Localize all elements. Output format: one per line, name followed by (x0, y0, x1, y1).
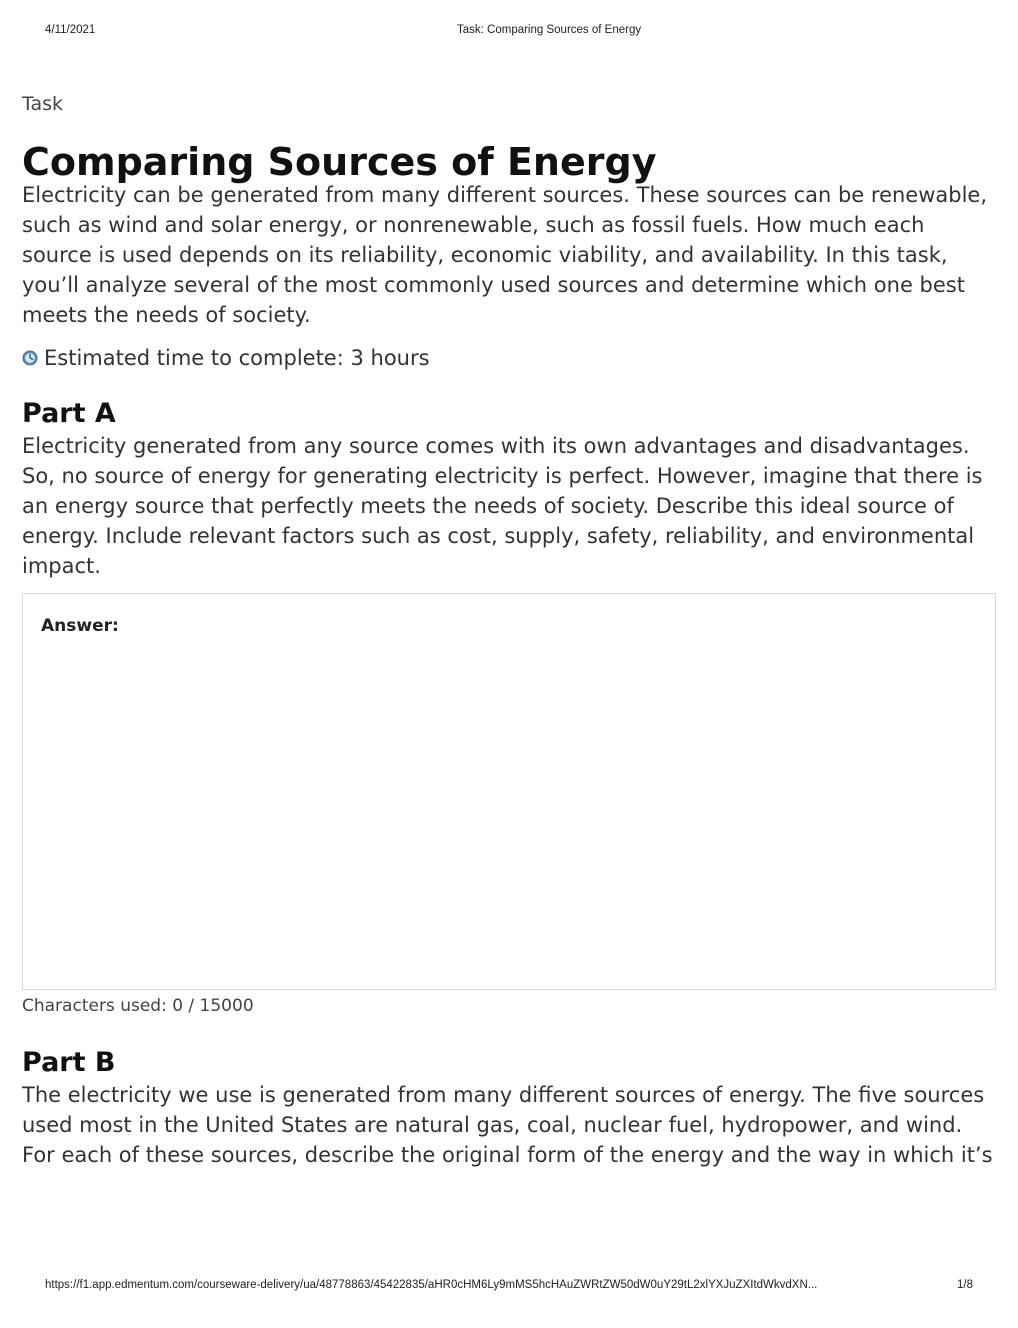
answer-textarea[interactable] (22, 593, 996, 990)
estimated-time-text: Estimated time to complete: 3 hours (44, 346, 430, 370)
estimated-time (22, 343, 998, 373)
print-footer (0, 1279, 1018, 1295)
part-a-title: Part A (22, 398, 116, 429)
task-intro: Electricity can be generated from many different sources. These sources can be renewable, such as wind and solar energy, or nonrenewable, such as fossil fuels. How much each source is used depends on its reliability, economic viability, and availability. In this task, you’ll analyze several of the most commonly used sources and determine which one best meets the needs of society. (22, 183, 988, 327)
answer-label: Answer: (41, 616, 119, 636)
print-date: 4/11/2021 (45, 24, 96, 36)
print-url: https://f1.app.edmentum.com/courseware-delivery/ua/48778863/45422835/aHR0cHM6Ly9mMS5hcHAuZWRtZW50dW0uY29tL2xlYXJuZXItdWkvdXN... (45, 1279, 818, 1291)
page-number: 1/8 (957, 1279, 973, 1291)
character-count: Characters used: 0 / 15000 (22, 996, 254, 1016)
part-a-prompt: Electricity generated from any source comes with its own advantages and disadvantages. So, no source of energy for generating electricity is perfect. However, imagine that there is an energy source that perfectly meets the needs of society. Describe this ideal source of energy. Include relevant factors such as cost, supply, safety, reliability, and environmental impact. (22, 434, 983, 578)
task-eyebrow: Task (22, 93, 64, 115)
page-title: Comparing Sources of Energy (22, 140, 657, 184)
clock-icon (22, 350, 38, 366)
part-b-prompt: The electricity we use is generated from many different sources of energy. The five sources used most in the United States are natural gas, coal, nuclear fuel, hydropower, and wind. For each of these sources, describe the original form of the energy and the way in which it’s (22, 1083, 993, 1167)
part-b-title: Part B (22, 1047, 116, 1078)
print-title: Task: Comparing Sources of Energy (457, 24, 642, 36)
print-header (0, 24, 1018, 40)
task-content (22, 90, 998, 1170)
